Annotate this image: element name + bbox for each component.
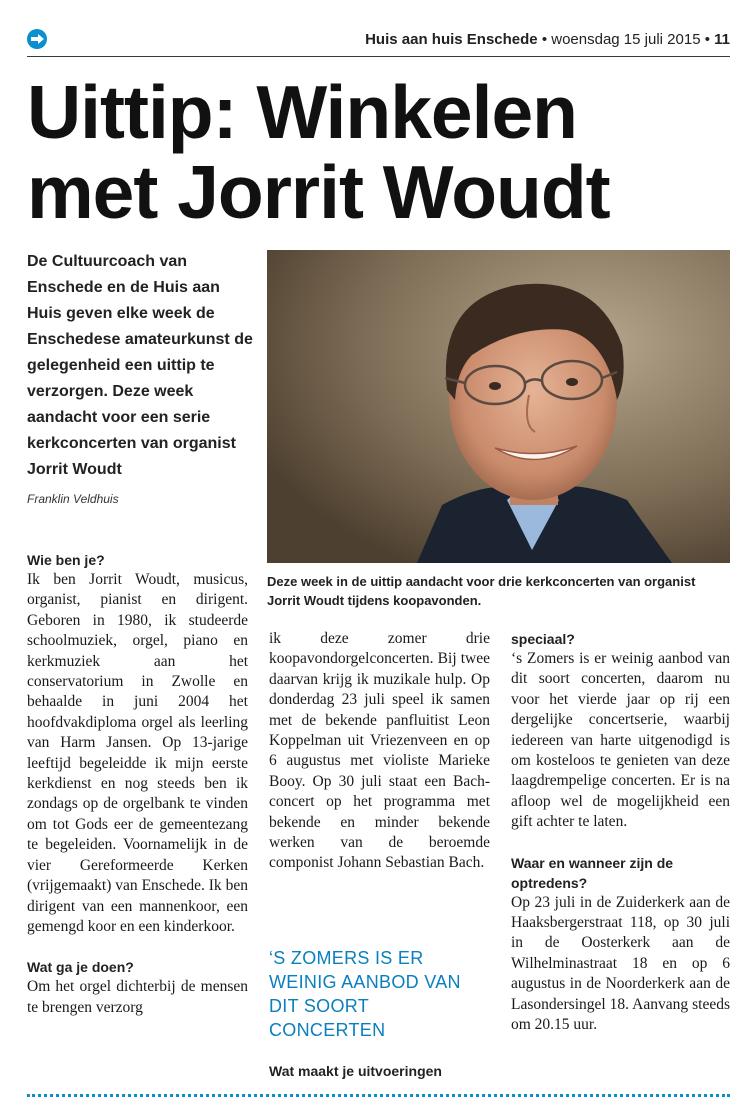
- paragraph: Ik ben Jorrit Woudt, musicus, organist, pianist en dirigent. Geboren in 1980, ik studeerde schoolmuziek, orgel, piano en kerkmuziek aan het conservatorium in Zwolle en behaalde in juni 2004 het hoofdvakdiploma orgel als leerling van Harm Jansen. Op 13-jarige leeftijd begeleidde ik mijn eerste kerkdienst en nog steeds ben ik zondags op de orgelbank te vinden om tot Gods eer de gemeentezang te begeleiden. Voornamelijk in de vier Gereformeerde Kerken (vrijgemaakt) van Enschede. Ik ben dirigent van een mannenkoor, een gemengd koor en een kinderkoor.: [27, 571, 248, 935]
- headline: [27, 72, 737, 232]
- paragraph: ‘s Zomers is er weinig aanbod van dit soort concerten, daarom nu voor het vierde jaar op rij een dergelijke concertserie, waarbij iedereen van harte uitgenodigd is om kosteloos te genieten van deze laagdrempelige concerten. Er is na afloop wel de mogelijkheid een gift achter te laten.: [511, 650, 730, 831]
- subheading-waar-en-wanneer: Waar en wanneer zijn de optredens?: [511, 854, 674, 891]
- page-number: 11: [714, 31, 730, 48]
- byline: Franklin Veldhuis: [27, 492, 119, 506]
- header-divider: [27, 56, 730, 57]
- headline-line-2: met Jorrit Woudt: [27, 150, 610, 234]
- portrait-photo-icon: [267, 250, 730, 563]
- publication-name: Huis aan huis Enschede: [365, 31, 538, 48]
- headline-line-1: Uittip: Winkelen: [27, 70, 577, 154]
- article-column-2: [269, 629, 490, 874]
- subheading-wat-maakt: Wat maakt je uitvoeringen: [269, 1063, 442, 1079]
- photo-caption: Deze week in de uittip aandacht voor drie kerkconcerten van organist Jorrit Woudt tijdens koopavonden.: [267, 574, 696, 608]
- pull-quote: ‘S ZOMERS IS ER WEINIG AANBOD VAN DIT SOORT CONCERTEN: [269, 948, 461, 1040]
- subheading-wie-ben-je: Wie ben je?: [27, 552, 105, 568]
- paragraph: ik deze zomer drie koopavondorgelconcerten. Bij twee daarvan krijg ik muzikale hulp. Op donderdag 23 juli speel ik samen met de bekende panfluitist Leon Koppelman uit Vriezenveen en op 6 augustus met violiste Marieke Booy. Op 30 juli staat een Bach-concert op het programma met bekende en minder bekende werken van de beroemde componist Johann Sebastian Bach.: [269, 630, 490, 872]
- header-separator: •: [700, 31, 715, 48]
- arrow-logo-icon: [27, 29, 47, 49]
- page-header: [365, 31, 730, 48]
- subheading-wat-ga-je-doen: Wat ga je doen?: [27, 959, 134, 976]
- header-separator: •: [537, 31, 552, 48]
- header-date: woensdag 15 juli 2015: [551, 31, 701, 48]
- intro-text: De Cultuurcoach van Enschede en de Huis aan Huis geven elke week de Enschedese amateurkunst de gelegenheid een uittip te verzorgen. Deze week aandacht voor een serie kerkconcerten van organist Jorrit Woudt: [27, 253, 253, 478]
- paragraph: Om het orgel dichterbij de mensen te brengen verzorg: [27, 978, 248, 1016]
- portrait-photo: [267, 250, 730, 563]
- paragraph: Op 23 juli in de Zuiderkerk aan de Haaksbergerstraat 118, op 30 juli in de Oosterkerk aan de Wilhelminastraat 18 en op 6 augustus in de Noorderkerk aan de Lasondersingel 18. Aanvang steeds om 20.15 uur.: [511, 893, 730, 1034]
- subheading-speciaal: speciaal?: [511, 631, 575, 647]
- article-column-3: [511, 629, 730, 1036]
- article-column-1: [27, 550, 248, 1018]
- footer-dotted-divider: [27, 1094, 730, 1097]
